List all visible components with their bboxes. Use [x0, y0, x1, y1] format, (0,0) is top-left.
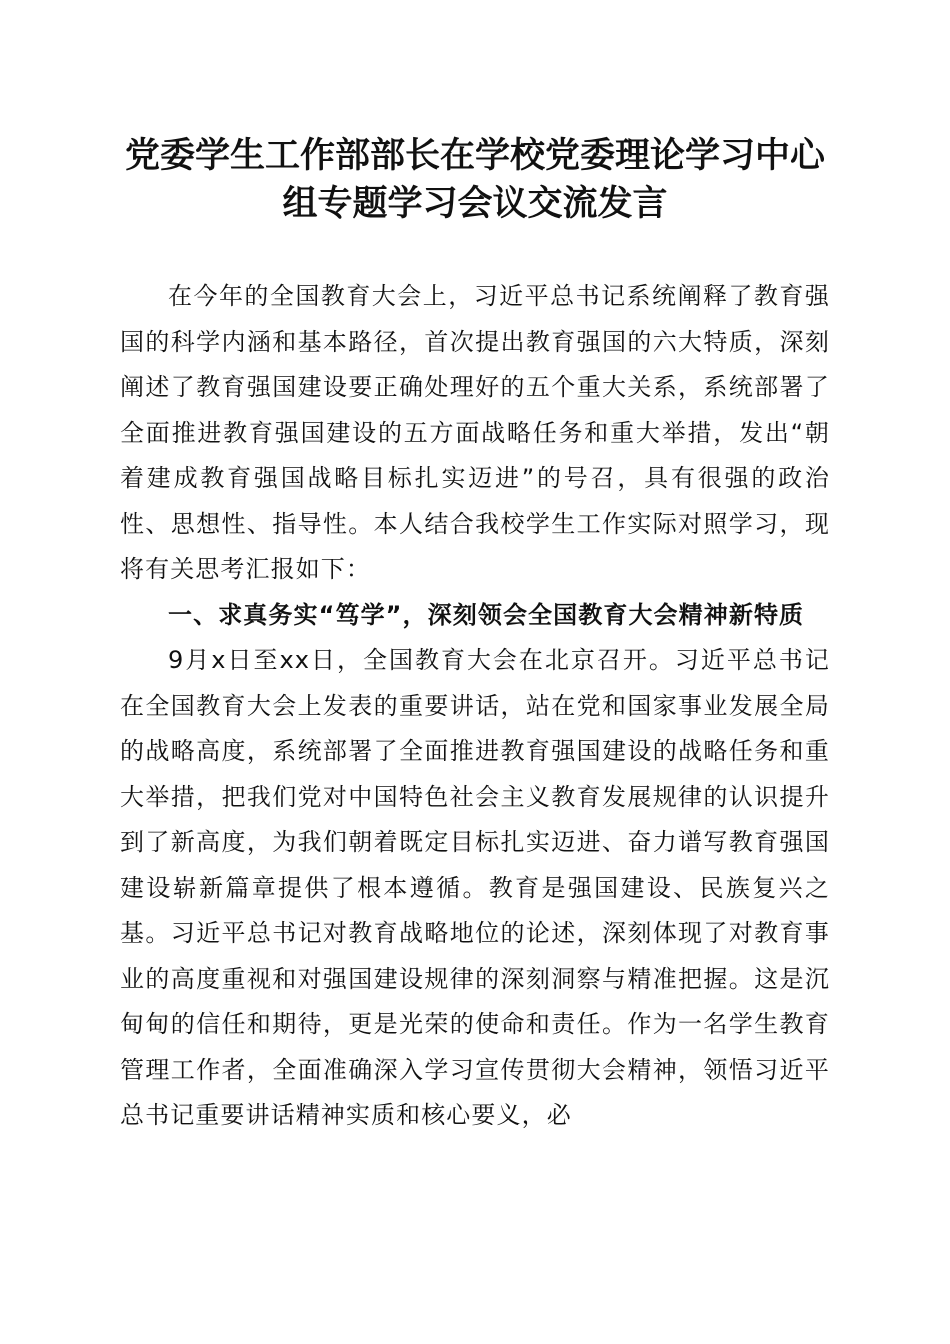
document-body [120, 274, 830, 1139]
intro-paragraph: 在今年的全国教育大会上，习近平总书记系统阐释了教育强国的科学内涵和基本路径，首次提出教育强国的六大特质，深刻阐述了教育强国建设要正确处理好的五个重大关系，系统部署了全面推进教育强国建设的五方面战略任务和重大举措，发出“朝着建成教育强国战略目标扎实迈进”的号召，具有很强的政治性、思想性、指导性。本人结合我校学生工作实际对照学习，现将有关思考汇报如下： [120, 282, 830, 583]
section-heading-1: 一、求真务实“笃学”，深刻领会全国教育大会精神新特质 [168, 600, 805, 629]
section-1-paragraph: 9月x日至xx日，全国教育大会在北京召开。习近平总书记在全国教育大会上发表的重要讲话，站在党和国家事业发展全局的战略高度，系统部署了全面推进教育强国建设的战略任务和重大举措，把我们党对中国特色社会主义教育发展规律的认识提升到了新高度，为我们朝着既定目标扎实迈进、奋力谱写教育强国建设崭新篇章提供了根本遵循。教育是强国建设、民族复兴之基。习近平总书记对教育战略地位的论述，深刻体现了对教育事业的高度重视和对强国建设规律的深刻洞察与精准把握。这是沉甸甸的信任和期待，更是光荣的使命和责任。作为一名学生教育管理工作者，全面准确深入学习宣传贯彻大会精神，领悟习近平总书记重要讲话精神实质和核心要义，必 [120, 646, 830, 1129]
document-title [100, 132, 850, 228]
title-line-1: 党委学生工作部部长在学校党委理论学习中心 [124, 135, 825, 176]
title-line-2: 组专题学习会议交流发言 [282, 183, 668, 224]
